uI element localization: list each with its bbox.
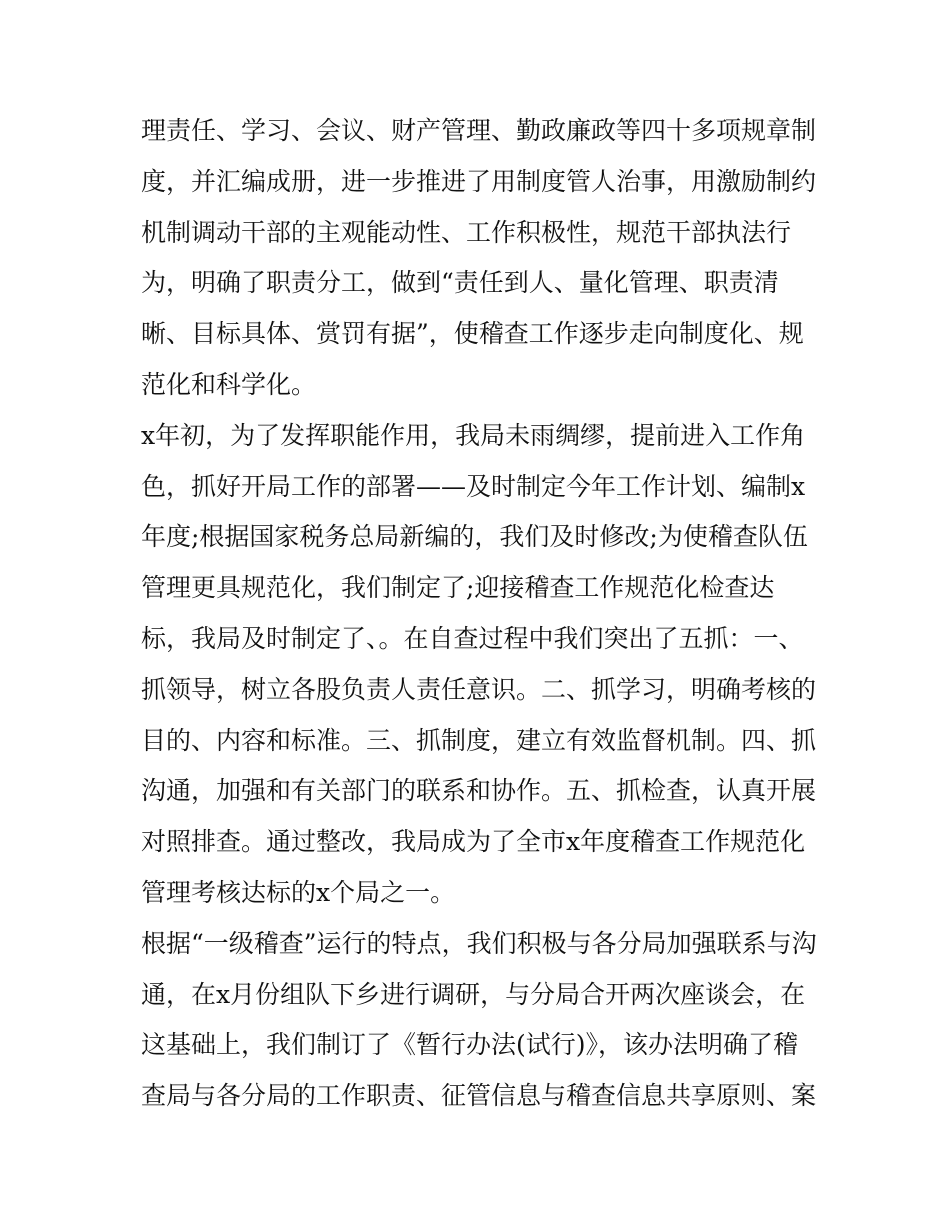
body-text: [141, 106, 831, 1122]
text-line-16: 管理考核达标的x个局之一。: [141, 877, 456, 907]
text-line-13: 目的、内容和标准。三、抓制度，建立有效监督机制。四、抓: [141, 725, 817, 755]
text-line-14: 沟通，加强和有关部门的联系和协作。五、抓检查，认真开展: [141, 776, 817, 806]
text-line-19: 这基础上，我们制订了《暂行办法(试行)》，该办法明确了稽: [141, 1030, 799, 1060]
text-line-4: 为，明确了职责分工，做到“责任到人、量化管理、职责清: [141, 268, 779, 298]
text-line-3: 机制调动干部的主观能动性、工作积极性，规范干部执法行: [141, 217, 792, 247]
text-line-9: 年度;根据国家税务总局新编的，我们及时修改;为使稽查队伍: [141, 522, 808, 552]
text-line-15: 对照排查。通过整改，我局成为了全市x年度稽查工作规范化: [141, 827, 806, 857]
text-line-20: 查局与各分局的工作职责、征管信息与稽查信息共享原则、案: [141, 1081, 817, 1111]
text-line-6: 范化和科学化。: [141, 369, 317, 399]
text-line-18: 通，在x月份组队下乡进行调研，与分局合开两次座谈会，在: [141, 979, 806, 1009]
text-line-17: 根据“一级稽查”运行的特点，我们积极与各分局加强联系与沟: [141, 928, 817, 958]
text-line-7: x年初，为了发挥职能作用，我局未雨绸缪，提前进入工作角: [141, 420, 806, 450]
text-line-1: 理责任、学习、会议、财产管理、勤政廉政等四十多项规章制: [141, 116, 817, 145]
text-line-8: 色，抓好开局工作的部署——及时制定今年工作计划、编制x: [141, 471, 806, 501]
text-line-5: 晰、目标具体、赏罚有据”，使稽查工作逐步走向制度化、规: [141, 319, 804, 349]
text-line-10: 管理更具规范化，我们制定了;迎接稽查工作规范化检查达: [141, 573, 775, 603]
text-line-12: 抓领导，树立各股负责人责任意识。二、抓学习，明确考核的: [141, 674, 817, 704]
text-line-11: 标，我局及时制定了、。在自查过程中我们突出了五抓：一、: [141, 623, 804, 653]
text-line-2: 度，并汇编成册，进一步推进了用制度管人治事，用激励制约: [141, 166, 817, 196]
